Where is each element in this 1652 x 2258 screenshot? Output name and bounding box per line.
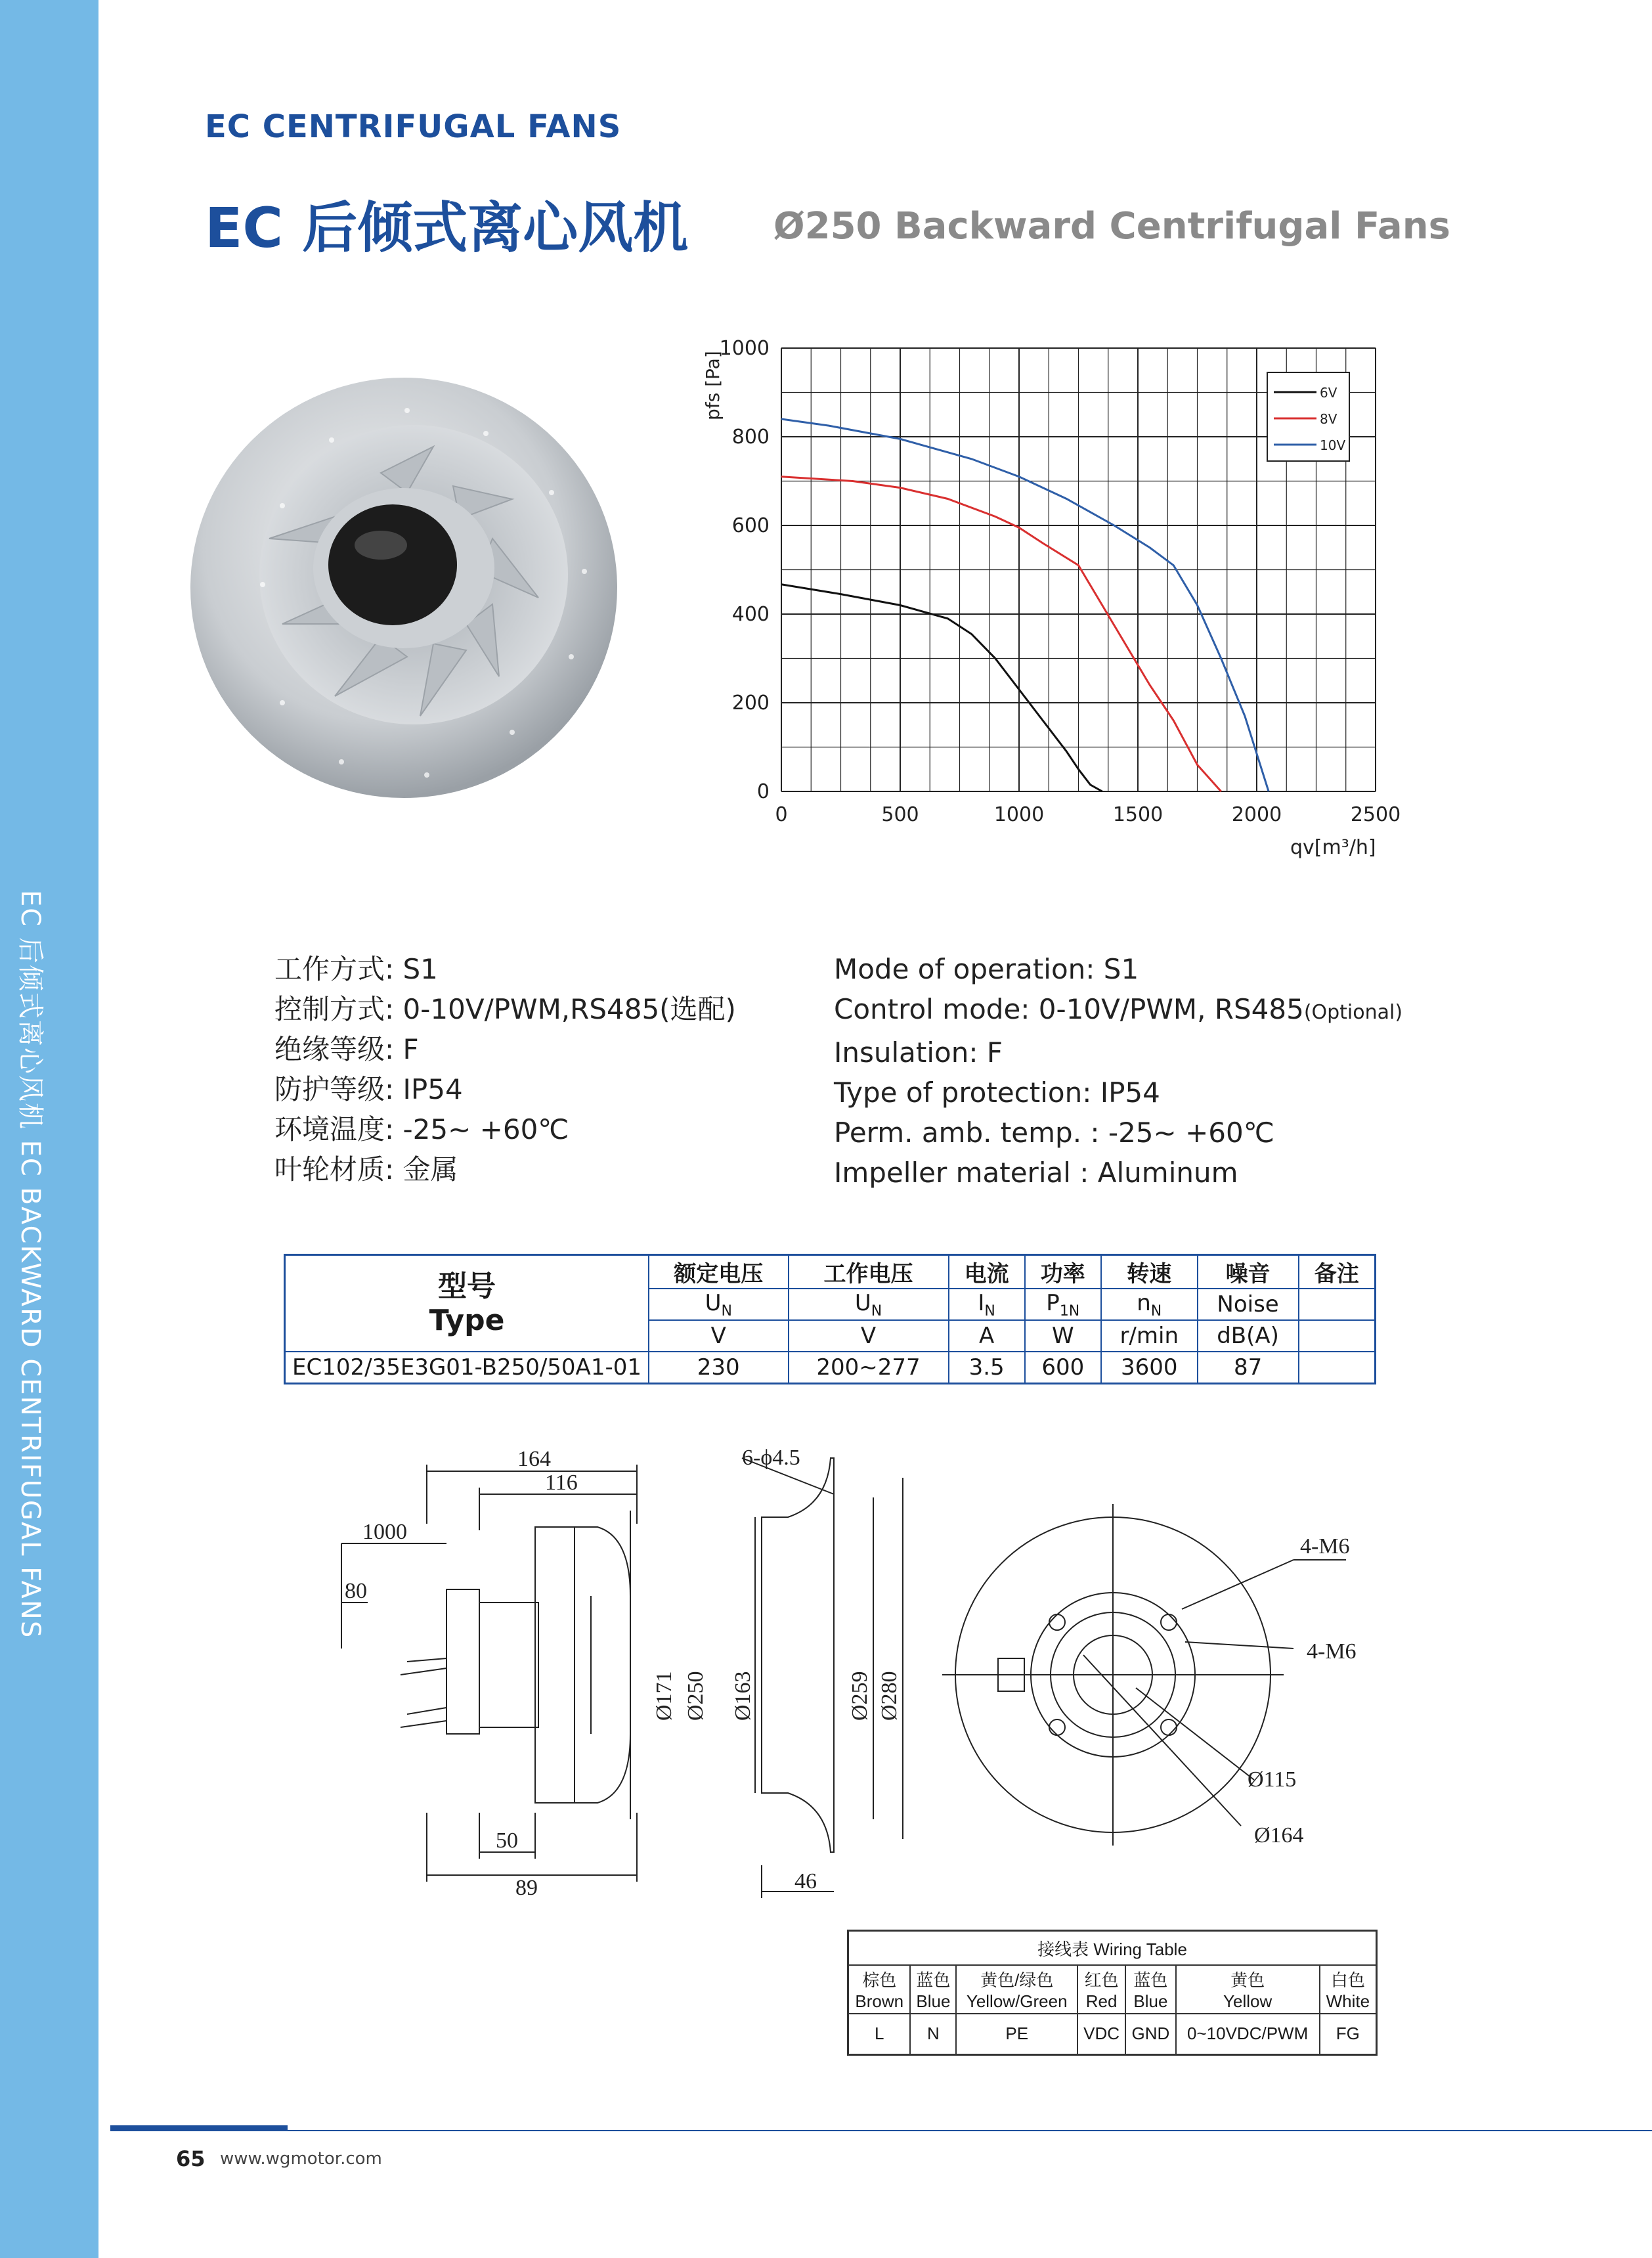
spec-en-row: Impeller material : Aluminum xyxy=(834,1157,1238,1189)
fan-photo xyxy=(184,348,630,808)
chart-legend xyxy=(1267,372,1349,461)
wire-color: 棕色 Brown xyxy=(848,1965,911,2014)
spec-en-row: Control mode: 0-10V/PWM, RS485(Optional) xyxy=(834,993,1403,1025)
col-header: 备注 xyxy=(1299,1255,1376,1289)
dim-116: 116 xyxy=(545,1471,578,1495)
y-tick-label: 0 xyxy=(756,780,770,803)
col-header: 功率 xyxy=(1025,1255,1101,1289)
dia-171: Ø171 xyxy=(652,1671,676,1721)
col-header: 转速 xyxy=(1101,1255,1198,1289)
wire-color: 蓝色 Blue xyxy=(1125,1965,1175,2014)
spec-cn-row: 控制方式: 0-10V/PWM,RS485(选配) xyxy=(274,993,736,1025)
unit-cell: V xyxy=(649,1320,789,1352)
dia-259: Ø259 xyxy=(848,1671,872,1721)
wire-function: 0~10VDC/PWM xyxy=(1176,2014,1320,2054)
y-tick-label: 200 xyxy=(731,692,770,715)
dia-250: Ø250 xyxy=(684,1671,708,1721)
x-tick-label: 1000 xyxy=(993,803,1045,826)
wiring-table xyxy=(847,1930,1378,2056)
page-subtitle: Ø250 Backward Centrifugal Fans xyxy=(773,205,1450,248)
specs-en xyxy=(834,949,1402,1193)
value-cell xyxy=(1299,1352,1376,1384)
wire-function: N xyxy=(910,2014,956,2054)
symbol-cell: $I_N$ xyxy=(949,1289,1025,1320)
footer-rule xyxy=(110,2130,1652,2131)
x-tick-label: 2000 xyxy=(1231,803,1282,826)
spec-cn-row: 环境温度: -25~ +60℃ xyxy=(274,1113,569,1145)
symbol-cell xyxy=(1299,1289,1376,1320)
table-row xyxy=(285,1352,1376,1384)
spec-en-row: Perm. amb. temp. : -25~ +60℃ xyxy=(834,1117,1274,1149)
x-tick-label: 2500 xyxy=(1350,803,1401,826)
sidebar-text: EC 后倾式离心风机 EC BACKWARD CENTRIFUGAL FANS xyxy=(15,890,45,1639)
value-cell: 230 xyxy=(649,1352,789,1384)
symbol-cell: $U_N$ xyxy=(789,1289,949,1320)
wire-function: FG xyxy=(1320,2014,1377,2054)
spec-en-row: Insulation: F xyxy=(834,1036,1003,1069)
unit-cell: A xyxy=(949,1320,1025,1352)
spec-cn-row: 绝缘等级: F xyxy=(274,1033,419,1065)
col-header: 额定电压 xyxy=(649,1255,789,1289)
model-cell: EC102/35E3G01-B250/50A1-01 xyxy=(285,1352,649,1384)
chart-x-label: qv[m³/h] xyxy=(1290,836,1376,859)
dia-280: Ø280 xyxy=(877,1671,902,1721)
legend-label: 10V xyxy=(1320,437,1346,453)
value-cell: 3.5 xyxy=(949,1352,1025,1384)
unit-cell: W xyxy=(1025,1320,1101,1352)
model-table xyxy=(284,1254,1376,1384)
dia-163: Ø163 xyxy=(731,1671,755,1721)
dim-89: 89 xyxy=(515,1876,538,1900)
spec-cn-row: 叶轮材质: 金属 xyxy=(274,1153,458,1185)
wire-function: VDC xyxy=(1077,2014,1125,2054)
dia-164: Ø164 xyxy=(1254,1823,1304,1848)
holes-label: 6-ϕ4.5 xyxy=(742,1446,800,1470)
x-tick-label: 0 xyxy=(775,803,788,826)
spec-en-row: Mode of operation: S1 xyxy=(834,953,1139,985)
symbol-cell: $U_N$ xyxy=(649,1289,789,1320)
symbol-cell: $n_N$ xyxy=(1101,1289,1198,1320)
side-view xyxy=(341,1447,708,1900)
value-cell: 600 xyxy=(1025,1352,1101,1384)
y-tick-label: 600 xyxy=(731,514,770,537)
symbol-cell: $P_{1N}$ xyxy=(1025,1289,1101,1320)
symbol-cell: Noise xyxy=(1198,1289,1299,1320)
wire-color: 蓝色 Blue xyxy=(910,1965,956,2014)
chart-y-label: pfs [Pa] xyxy=(702,351,724,420)
dim-1000: 1000 xyxy=(362,1520,407,1544)
legend-label: 8V xyxy=(1320,411,1337,427)
unit-cell: r/min xyxy=(1101,1320,1198,1352)
technical-drawing xyxy=(309,1432,1385,1924)
spec-cn-row: 防护等级: IP54 xyxy=(274,1073,463,1105)
type-header: 型号 Type xyxy=(285,1255,649,1352)
dim-50: 50 xyxy=(496,1828,518,1853)
spec-cn-row: 工作方式: S1 xyxy=(274,953,438,985)
value-cell: 3600 xyxy=(1101,1352,1198,1384)
spec-en-row: Type of protection: IP54 xyxy=(834,1076,1160,1109)
unit-cell xyxy=(1299,1320,1376,1352)
section-title: EC CENTRIFUGAL FANS xyxy=(205,108,622,145)
dim-46: 46 xyxy=(794,1869,817,1893)
series-line-8V xyxy=(781,477,1221,791)
wiring-title: 接线表 Wiring Table xyxy=(848,1931,1377,1966)
series-line-6V xyxy=(781,585,1102,791)
unit-cell: dB(A) xyxy=(1198,1320,1299,1352)
front-view xyxy=(942,1504,1357,1848)
wire-color: 白色 White xyxy=(1320,1965,1377,2014)
wire-function: L xyxy=(848,2014,911,2054)
m6-label-a: 4-M6 xyxy=(1300,1534,1350,1559)
wire-function: PE xyxy=(956,2014,1077,2054)
x-tick-label: 1500 xyxy=(1112,803,1163,826)
series-line-10V xyxy=(781,419,1269,791)
y-tick-label: 400 xyxy=(731,603,770,626)
website-link[interactable]: www.wgmotor.com xyxy=(220,2149,382,2169)
inlet-ring-view xyxy=(731,1446,903,1898)
y-tick-label: 1000 xyxy=(719,337,770,360)
value-cell: 87 xyxy=(1198,1352,1299,1384)
y-tick-label: 800 xyxy=(731,426,770,449)
col-header: 电流 xyxy=(949,1255,1025,1289)
dim-164: 164 xyxy=(517,1447,551,1471)
value-cell: 200~277 xyxy=(789,1352,949,1384)
performance-chart xyxy=(680,332,1415,877)
wire-function: GND xyxy=(1125,2014,1175,2054)
m6-label-b: 4-M6 xyxy=(1307,1639,1357,1664)
unit-cell: V xyxy=(789,1320,949,1352)
wire-color: 红色 Red xyxy=(1077,1965,1125,2014)
legend-label: 6V xyxy=(1320,385,1337,401)
wire-color: 黄色/绿色 Yellow/Green xyxy=(956,1965,1077,2014)
page-title: EC 后倾式离心风机 xyxy=(205,196,689,260)
wire-color: 黄色 Yellow xyxy=(1176,1965,1320,2014)
dim-80: 80 xyxy=(345,1579,367,1603)
page-number: 65 xyxy=(176,2146,206,2171)
col-header: 工作电压 xyxy=(789,1255,949,1289)
x-tick-label: 500 xyxy=(881,803,919,826)
chart-series-group xyxy=(781,419,1269,791)
col-header: 噪音 xyxy=(1198,1255,1299,1289)
dia-115: Ø115 xyxy=(1248,1767,1297,1792)
specs-cn xyxy=(274,949,736,1189)
